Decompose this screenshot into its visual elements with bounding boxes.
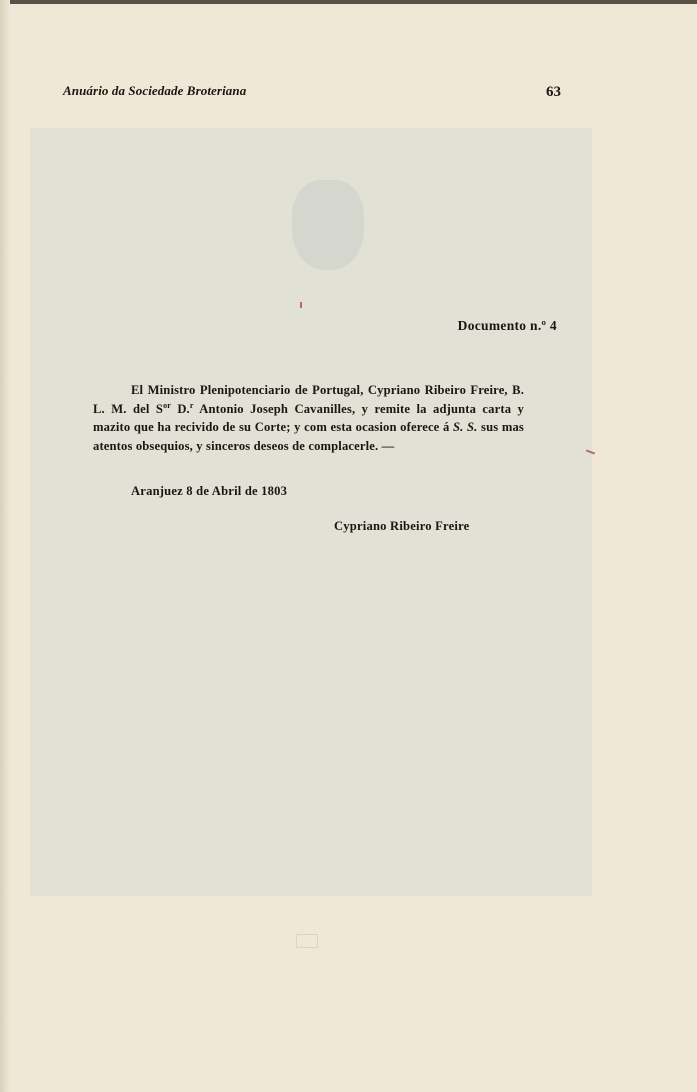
bleed-through-mark — [296, 934, 318, 948]
document-heading: Documento n.º 4 — [457, 318, 557, 333]
letter-body-part2: D. — [170, 401, 190, 416]
letter-body — [93, 381, 524, 455]
signature: Cypriano Ribeiro Freire — [334, 519, 470, 533]
ink-speck — [300, 302, 302, 308]
place-and-date: Aranjuez 8 de Abril de 1803 — [131, 484, 288, 498]
page-gutter-shadow — [0, 0, 10, 1092]
letter-body-part1: El Ministro Plenipotenciario de Portugal, Cypriano Ribeiro Freire, B. L. M. del S — [93, 383, 524, 416]
abbrev-superscript: or — [163, 400, 171, 410]
bleed-through-portrait — [292, 180, 364, 270]
letter-body-part3: Antonio Joseph Cavanilles, y remite la adjunta carta y mazito que ha recivido de su Corte; y com esta ocasion oferece á — [93, 401, 524, 435]
abbrev-superscript: r — [189, 400, 194, 410]
running-title: Anuário da Sociedade Broteriana — [63, 83, 247, 98]
page-number: 63 — [546, 84, 561, 100]
letter-body-part4: sus mas atentos obsequios, y sinceros deseos de complacerle. — — [93, 420, 524, 453]
page-top-edge — [0, 0, 697, 4]
letter-body-italic: S. S. — [453, 420, 478, 435]
